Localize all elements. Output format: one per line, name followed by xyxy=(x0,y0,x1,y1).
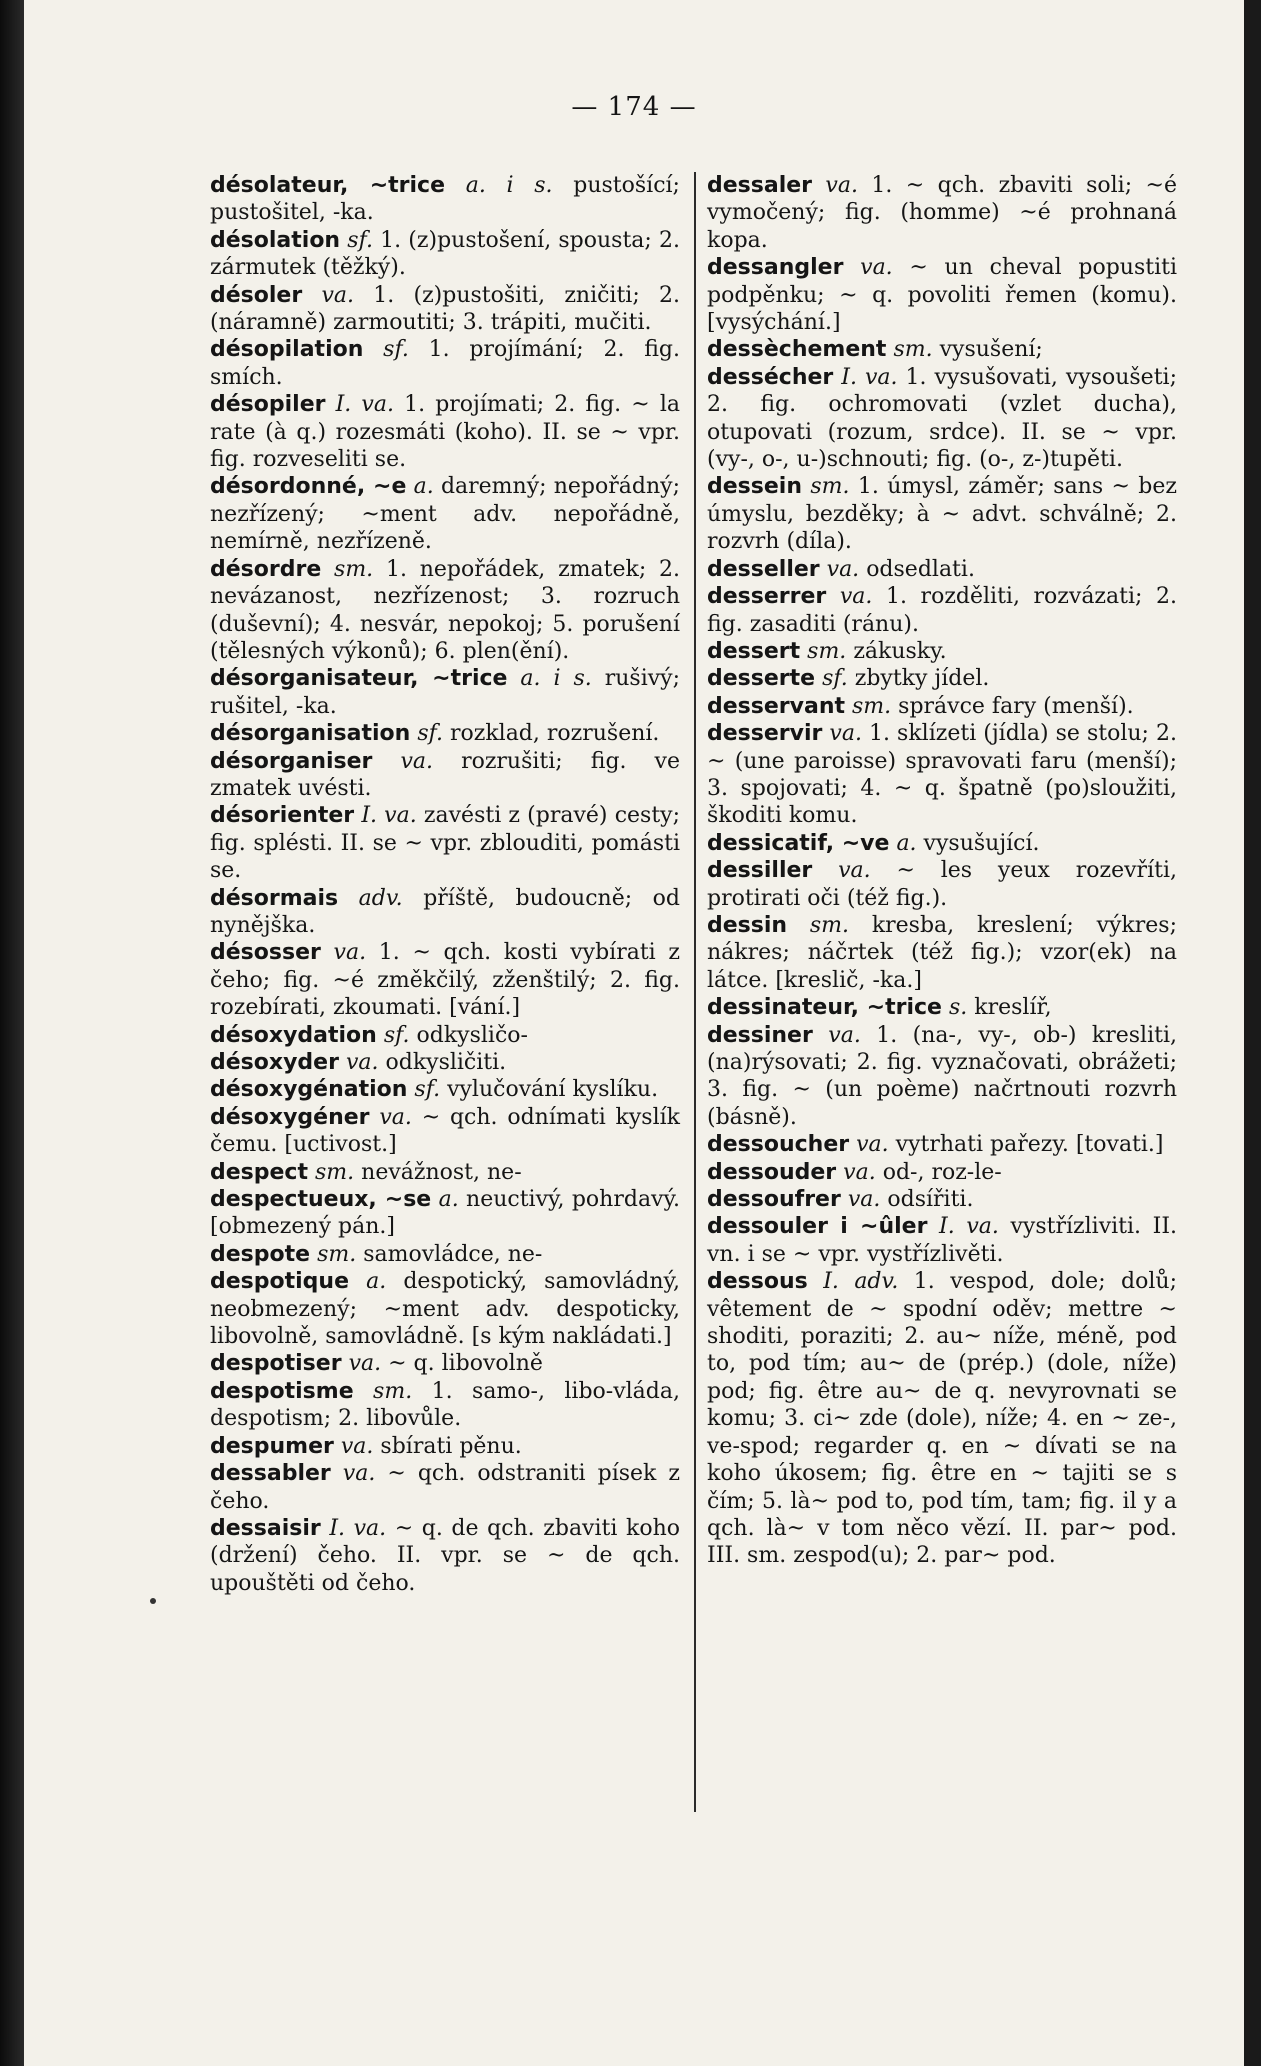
entry-definition: kresba, kreslení; výkres; nákres; náčrtek (též fig.); vzor(ek) na látce. [kreslič, -ka.] xyxy=(707,912,1177,993)
entry-headword: desservant xyxy=(707,693,845,719)
entry-definition: 1. nepořádek, zmatek; 2. nevázanost, nezřízenost; 3. rozruch (duševní); 4. nesvár, nepokoj; 5. porušení (tělesných výkonů); 6. plen(ění). xyxy=(210,556,681,664)
entry-part-of-speech: a. xyxy=(413,474,434,500)
entry-definition: zákusky. xyxy=(853,638,947,664)
dictionary-entry xyxy=(707,583,1177,638)
entry-part-of-speech: a. xyxy=(896,830,917,856)
entry-definition: příště, budoucně; od nynějška. xyxy=(210,885,680,938)
entry-definition: ~ qch. odnímati kyslík čemu. [uctivost.] xyxy=(210,1104,681,1158)
entry-definition: vylučování kyslíku. xyxy=(447,1077,659,1103)
dictionary-entry xyxy=(707,994,1177,1021)
entry-part-of-speech: va. xyxy=(838,858,871,884)
page-number: — 174 — xyxy=(571,92,697,122)
entry-headword: dessicatif, ~ve xyxy=(707,830,890,856)
entry-part-of-speech: I. adv. xyxy=(823,1269,899,1295)
entry-headword: désolateur, ~trice xyxy=(210,173,446,198)
entry-definition: správce fary (menší). xyxy=(898,693,1134,719)
entry-definition: 1. (z)pustošiti, zničiti; 2. (náramně) zarmoutiti; 3. trápiti, mučiti. xyxy=(210,282,680,336)
dictionary-entry xyxy=(707,720,1177,830)
entry-part-of-speech: s. xyxy=(948,995,968,1021)
entry-definition: 1. ~ qch. kosti vybírati z čeho; fig. ~é změkčilý, zženštilý; 2. fig. rozebírati, zkoumati. [vání.] xyxy=(210,940,680,1021)
dictionary-entry xyxy=(707,336,1177,363)
dictionary-entry xyxy=(210,1104,680,1159)
entry-part-of-speech: a. i s. xyxy=(465,173,553,198)
entry-part-of-speech: va. xyxy=(847,1187,881,1213)
entry-part-of-speech: sm. xyxy=(809,912,850,938)
entry-definition: ~ un cheval popustiti podpěnku; ~ q. povoliti řemen (komu). [vysýchání.] xyxy=(707,255,1177,336)
dictionary-entry xyxy=(210,802,680,884)
entry-headword: désoxygénation xyxy=(210,1077,408,1103)
entry-headword: despumer xyxy=(210,1433,334,1459)
entry-headword: dessiner xyxy=(707,1022,813,1048)
entry-part-of-speech: va. xyxy=(321,282,354,308)
dictionary-entry xyxy=(707,1022,1177,1132)
entry-headword: dessiller xyxy=(707,858,813,884)
dictionary-entry xyxy=(210,556,680,666)
entry-headword: dessangler xyxy=(707,255,844,281)
entry-headword: désoxyder xyxy=(210,1050,339,1075)
entry-headword: dessinateur, ~trice xyxy=(707,995,942,1021)
entry-definition: odsířiti. xyxy=(887,1187,974,1213)
dictionary-entry xyxy=(210,1350,680,1377)
entry-definition: nevážnost, ne- xyxy=(361,1159,522,1185)
entry-definition: 1. úmysl, záměr; sans ~ bez úmyslu, bezděky; à ~ advt. schválně; 2. rozvrh (díla). xyxy=(707,474,1177,555)
entry-definition: samovládce, ne- xyxy=(363,1241,543,1267)
dictionary-entry xyxy=(707,172,1177,254)
entry-part-of-speech: va. xyxy=(379,1104,412,1130)
entry-definition: odsedlati. xyxy=(866,556,975,582)
entry-part-of-speech: va. xyxy=(826,556,860,582)
dictionary-entry xyxy=(210,1159,680,1186)
entry-definition: odkysličo- xyxy=(416,1022,528,1048)
entry-definition: 1. projímání; 2. fig. smích. xyxy=(210,337,680,390)
dictionary-entry xyxy=(210,1241,680,1268)
entry-headword: désoxygéner xyxy=(210,1104,370,1130)
entry-definition: 1. (z)pustošení, spousta; 2. zármutek (těžký). xyxy=(210,227,680,281)
entry-headword: désordre xyxy=(210,556,322,582)
entry-definition: 1. (na-, vy-, ob-) kresliti, (na)rýsovati; 2. fig. vyznačovati, obrážeti; 3. fig. ~ (un poème) načrtnouti rozvrh (básně). xyxy=(707,1022,1177,1130)
entry-headword: desserte xyxy=(707,666,816,692)
dictionary-entry xyxy=(210,282,680,337)
entry-headword: dessin xyxy=(707,912,788,938)
entry-headword: despote xyxy=(210,1241,311,1267)
entry-part-of-speech: va. xyxy=(860,255,893,281)
entry-definition: ~ qch. odstraniti písek z čeho. xyxy=(210,1461,680,1514)
entry-definition: despotický, samovládný, neobmezený; ~ment adv. despoticky, libovolně, samovládně. [s kým nakládati.] xyxy=(210,1269,680,1350)
entry-part-of-speech: sf. xyxy=(347,227,373,253)
entry-definition: ~ q. libovolně xyxy=(388,1351,543,1377)
dictionary-entry xyxy=(210,1378,680,1433)
entry-part-of-speech: a. xyxy=(366,1269,387,1295)
entry-part-of-speech: a. i s. xyxy=(520,666,592,692)
entry-headword: désorganisation xyxy=(210,721,411,747)
entry-headword: désoler xyxy=(210,282,303,308)
dictionary-entry xyxy=(707,638,1177,665)
entry-part-of-speech: sf. xyxy=(383,1022,410,1048)
entry-part-of-speech: sm. xyxy=(334,556,374,582)
entry-part-of-speech: va. xyxy=(828,1022,861,1048)
entry-definition: vytrhati pařezy. [tovati.] xyxy=(895,1132,1164,1158)
entry-headword: dessein xyxy=(707,474,802,500)
entry-part-of-speech: adv. xyxy=(358,885,403,911)
entry-part-of-speech: sf. xyxy=(417,721,443,747)
entry-definition: vystřízliviti. II. vn. i se ~ vpr. vystřízlivěti. xyxy=(707,1214,1177,1267)
entry-definition: od-, roz-le- xyxy=(882,1159,1002,1185)
entry-definition: kreslíř, xyxy=(974,995,1052,1021)
entry-definition: odkysličiti. xyxy=(385,1050,507,1075)
entry-part-of-speech: a. xyxy=(438,1187,459,1213)
entry-definition: neuctivý, pohrdavý. [obmezený pán.] xyxy=(210,1187,680,1240)
entry-part-of-speech: sm. xyxy=(315,1159,355,1185)
entry-part-of-speech: va. xyxy=(400,748,433,774)
entry-part-of-speech: sm. xyxy=(810,474,850,500)
page-edge-shadow xyxy=(0,0,24,2066)
entry-headword: dessécher xyxy=(707,364,834,390)
dictionary-entry xyxy=(707,857,1177,912)
dictionary-entry xyxy=(707,1213,1177,1268)
entry-part-of-speech: sm. xyxy=(807,638,847,664)
entry-headword: dessous xyxy=(707,1269,808,1295)
entry-headword: desserrer xyxy=(707,584,827,610)
entry-part-of-speech: sm. xyxy=(317,1241,357,1267)
entry-part-of-speech: sf. xyxy=(383,337,409,363)
entry-definition: ~ les yeux rozevříti, protirati oči (též fig.). xyxy=(707,858,1177,911)
entry-headword: désolation xyxy=(210,227,341,253)
entry-headword: dessabler xyxy=(210,1461,331,1487)
entry-headword: despotiser xyxy=(210,1351,342,1377)
entry-part-of-speech: I. va. xyxy=(329,1515,387,1541)
entry-definition: zbytky jídel. xyxy=(854,666,990,692)
entry-part-of-speech: I. va. xyxy=(335,392,394,418)
entry-definition: 1. projímati; 2. fig. ~ la rate (à q.) rozesmáti (koho). II. se ~ vpr. fig. rozveseliti se. xyxy=(210,392,680,473)
dictionary-entry xyxy=(707,1131,1177,1158)
entry-headword: désordonné, ~e xyxy=(210,474,407,500)
entry-headword: desservir xyxy=(707,721,823,747)
dictionary-entry xyxy=(210,1049,680,1076)
dictionary-entry xyxy=(210,336,680,391)
dictionary-page xyxy=(24,0,1244,2066)
entry-definition: zavésti z (pravé) cesty; fig. splésti. II. se ~ vpr. zblouditi, pomásti se. xyxy=(210,803,681,884)
entry-part-of-speech: I. va. xyxy=(939,1214,999,1240)
entry-definition: ~ q. de qch. zbaviti koho (držení) čeho. II. vpr. se ~ de qch. upouštěti od čeho. xyxy=(210,1515,680,1596)
dictionary-entry xyxy=(210,172,680,227)
entry-part-of-speech: va. xyxy=(340,1433,374,1459)
entry-definition: 1. vespod, dole; dolů; vêtement de ~ spodní oděv; mettre ~ shoditi, poraziti; 2. au~ níže, méně, pod to, pod tím; au~ de (prép.) (dole, níže) pod; fig. être au~ de q. nevyrovnati se komu; 3. ci~ zde (dole), níže; 4. en ~ ze-, ve-spod; regarder q. en ~ dívati se na koho úkosem; fig. être en ~ tajiti se s čím; 5. là~ pod to, pod tím, tam; fig. il y a qch. là~ v tom něco vězí. II. par~ pod. III. sm. zespod(u); 2. par~ pod. xyxy=(707,1269,1177,1569)
dictionary-entry xyxy=(210,1076,680,1103)
entry-part-of-speech: va. xyxy=(839,584,873,610)
dictionary-entry xyxy=(210,1022,680,1049)
entry-headword: despotique xyxy=(210,1269,350,1295)
dictionary-entry xyxy=(707,254,1177,336)
entry-headword: desseller xyxy=(707,556,820,582)
entry-headword: désopilation xyxy=(210,337,364,363)
dictionary-entry xyxy=(210,473,680,555)
dictionary-entry xyxy=(210,1268,680,1350)
dictionary-entry xyxy=(210,1433,680,1460)
dictionary-entry xyxy=(210,748,680,803)
dictionary-entry xyxy=(707,912,1177,994)
entry-part-of-speech: va. xyxy=(342,1461,376,1487)
entry-part-of-speech: va. xyxy=(843,1159,876,1185)
entry-headword: dessèchement xyxy=(707,337,887,363)
dictionary-entry xyxy=(707,556,1177,583)
dictionary-entry xyxy=(210,885,680,940)
entry-part-of-speech: I. va. xyxy=(841,364,898,390)
dictionary-entry xyxy=(210,665,680,720)
entry-headword: dessouler i ~ûler xyxy=(707,1214,928,1240)
entry-part-of-speech: va. xyxy=(345,1050,379,1075)
entry-headword: désopiler xyxy=(210,392,326,418)
entry-headword: dessaisir xyxy=(210,1515,321,1541)
entry-definition: 1. samo-, libo-vláda, despotism; 2. libovůle. xyxy=(210,1378,680,1432)
left-column xyxy=(210,172,680,1597)
entry-headword: désorganisateur, ~trice xyxy=(210,666,508,692)
column-divider xyxy=(694,172,696,1812)
dictionary-entry xyxy=(210,1460,680,1515)
entry-headword: dessoufrer xyxy=(707,1187,841,1213)
dictionary-entry xyxy=(210,391,680,473)
entry-part-of-speech: sm. xyxy=(893,337,933,363)
entry-definition: daremný; nepořádný; nezřízený; ~ment adv. nepořádně, nemírně, nezřízeně. xyxy=(210,474,680,555)
entry-definition: vysušující. xyxy=(923,830,1040,856)
entry-headword: désorganiser xyxy=(210,748,373,774)
entry-part-of-speech: sf. xyxy=(822,666,848,692)
dictionary-entry xyxy=(210,1186,680,1241)
entry-definition: 1. ~ qch. zbaviti soli; ~é vymočený; fig. (homme) ~é prohnaná kopa. xyxy=(707,173,1177,253)
entry-part-of-speech: va. xyxy=(333,940,367,966)
entry-definition: rozklad, rozrušení. xyxy=(449,721,660,747)
dictionary-entry xyxy=(707,665,1177,692)
entry-part-of-speech: va. xyxy=(348,1351,382,1377)
entry-part-of-speech: va. xyxy=(856,1132,889,1158)
entry-definition: rozrušiti; fig. ve zmatek uvésti. xyxy=(210,748,681,801)
entry-headword: désorienter xyxy=(210,803,355,829)
entry-part-of-speech: sm. xyxy=(373,1378,413,1404)
dictionary-entry xyxy=(210,720,680,747)
entry-definition: pustošící; pustošitel, -ka. xyxy=(210,173,680,226)
entry-headword: dessoucher xyxy=(707,1132,850,1158)
dictionary-entry xyxy=(707,1268,1177,1569)
entry-definition: vysušení; xyxy=(939,337,1043,363)
dictionary-entry xyxy=(210,227,680,282)
entry-headword: despectueux, ~se xyxy=(210,1187,432,1213)
entry-headword: dessaler xyxy=(707,173,813,198)
entry-headword: désormais xyxy=(210,885,339,911)
entry-definition: 1. rozděliti, rozvázati; 2. fig. zasaditi (ránu). xyxy=(707,584,1177,637)
dictionary-entry xyxy=(707,1186,1177,1213)
entry-part-of-speech: sm. xyxy=(852,693,892,719)
print-speck xyxy=(150,1598,156,1604)
entry-headword: désoxydation xyxy=(210,1022,377,1048)
right-column xyxy=(707,172,1177,1570)
dictionary-entry xyxy=(707,1159,1177,1186)
entry-headword: dessouder xyxy=(707,1159,837,1185)
dictionary-entry xyxy=(707,473,1177,555)
entry-headword: désosser xyxy=(210,940,321,966)
entry-definition: sbírati pěnu. xyxy=(380,1433,522,1459)
entry-part-of-speech: sf. xyxy=(414,1077,441,1103)
entry-headword: despect xyxy=(210,1159,308,1185)
entry-part-of-speech: va. xyxy=(825,173,858,198)
entry-definition: 1. sklízeti (jídla) se stolu; 2. ~ (une paroisse) spravovati faru (menší); 3. spojovati; 4. ~ q. špatně (po)sloužiti, škoditi komu. xyxy=(707,721,1177,829)
entry-part-of-speech: I. va. xyxy=(361,803,417,829)
dictionary-entry xyxy=(210,1515,680,1597)
entry-headword: despotisme xyxy=(210,1378,354,1404)
dictionary-entry xyxy=(210,939,680,1021)
dictionary-entry xyxy=(707,693,1177,720)
entry-headword: dessert xyxy=(707,638,801,664)
dictionary-entry xyxy=(707,364,1177,474)
entry-part-of-speech: va. xyxy=(829,721,862,747)
entry-definition: 1. vysušovati, vysoušeti; 2. fig. ochromovati (vzlet ducha), otupovati (rozum, srdce). II. se ~ vpr. (vy-, o-, u-)schnouti; fig. (o-, z-)tupěti. xyxy=(707,364,1177,473)
dictionary-entry xyxy=(707,830,1177,857)
entry-definition: rušivý; rušitel, -ka. xyxy=(210,666,680,719)
